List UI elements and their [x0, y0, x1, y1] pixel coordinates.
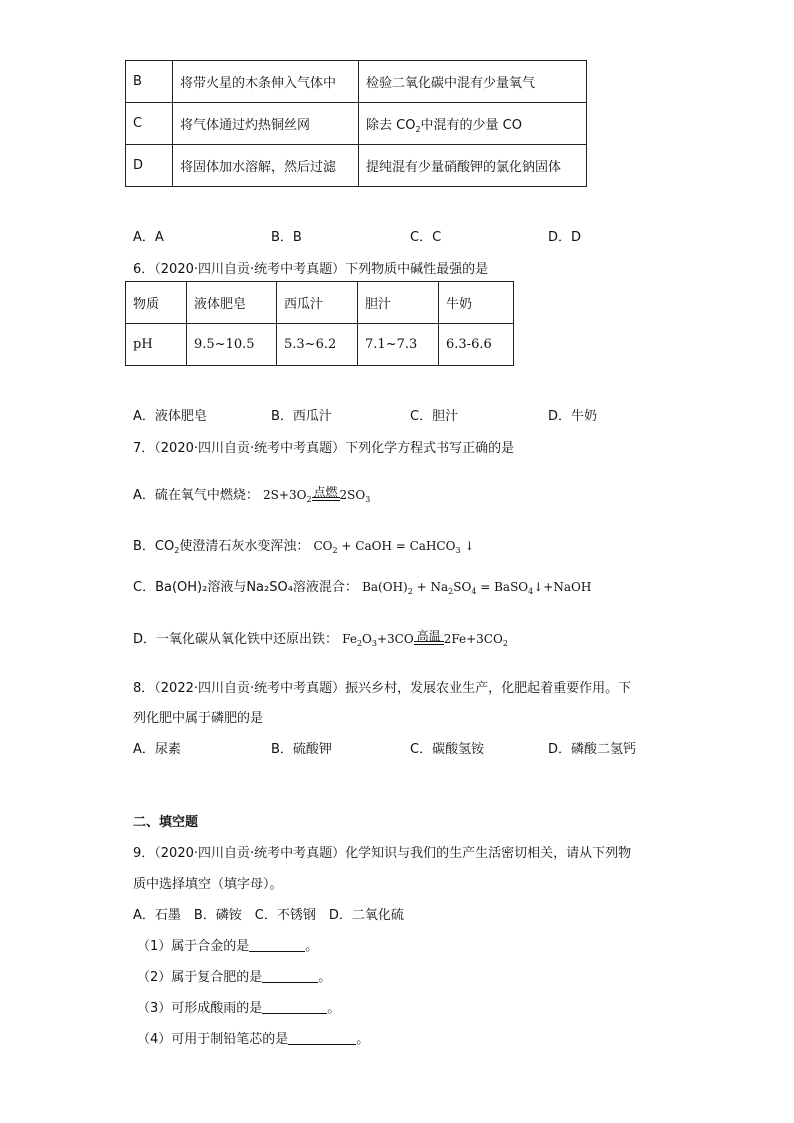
- q9-sub-2: [137, 966, 331, 985]
- option-a[interactable]: A．液体肥皂: [133, 409, 207, 424]
- option-d[interactable]: D．D: [548, 230, 582, 245]
- q9-sub-1: [137, 935, 318, 954]
- equation: $Fe_2O_3+3CO$ 高温 $2Fe+3CO_2$: [342, 629, 508, 648]
- q5-options: [133, 226, 693, 246]
- sub-question-end: 。: [305, 939, 319, 954]
- q9-sub-4: [137, 1028, 369, 1047]
- reaction-condition: 高温: [416, 629, 441, 643]
- ph-table: [125, 281, 514, 366]
- table-cell-purpose: 检验二氧化碳中混有少量氧气: [359, 61, 587, 103]
- equation: $CO_2$ + CaOH = CaHCO$_3$ ↓: [313, 539, 475, 555]
- option-text: D．一氧化碳从氧化铁中还原出铁：: [133, 632, 339, 647]
- table-cell: 6.3-6.6: [439, 324, 514, 366]
- reaction-condition: 点燃: [313, 485, 338, 499]
- q6-stem: 6．（2020·四川自贡·统考中考真题）下列物质中碱性最强的是: [133, 262, 489, 277]
- subscript: 2: [174, 546, 180, 555]
- answer-blank[interactable]: [262, 969, 318, 983]
- answer-blank[interactable]: [288, 1031, 356, 1045]
- option-b[interactable]: B．B: [271, 230, 302, 245]
- q6-options: [133, 405, 693, 425]
- q7-option-d[interactable]: [133, 628, 508, 648]
- table-cell-label: B: [126, 61, 173, 103]
- option-c[interactable]: C．碳酸氢铵: [410, 742, 485, 757]
- option-c[interactable]: C．C: [410, 230, 442, 245]
- sub-question-end: 。: [327, 1001, 341, 1016]
- equation: $Ba(OH)_2 + Na_2SO_4$ = BaSO$_4$↓+NaOH: [362, 580, 592, 596]
- sub-question-text: （2）属于复合肥的是: [137, 970, 263, 985]
- purpose-text: 中混有的少量 CO: [420, 117, 522, 133]
- table-header: 牛奶: [439, 282, 514, 324]
- q7-option-b[interactable]: [133, 535, 474, 555]
- option-text: B．CO: [133, 539, 175, 554]
- option-c[interactable]: C．胆汁: [410, 409, 459, 424]
- option-a[interactable]: A．尿素: [133, 742, 181, 757]
- q7-stem: 7．（2020·四川自贡·统考中考真题）下列化学方程式书写正确的是: [133, 441, 515, 456]
- option-text: C．Ba(OH)₂溶液与Na₂SO₄溶液混合：: [133, 580, 358, 595]
- sub-question-text: （3）可形成酸雨的是: [137, 1001, 263, 1016]
- q7-option-c[interactable]: [133, 576, 591, 596]
- option-d[interactable]: D．牛奶: [548, 409, 598, 424]
- table-cell: pH: [126, 324, 187, 366]
- sub-question-end: 。: [318, 970, 332, 985]
- table-header: 液体肥皂: [187, 282, 277, 324]
- option-text: A．硫在氧气中燃烧：: [133, 488, 259, 503]
- table-cell: 9.5~10.5: [187, 324, 277, 366]
- subscript: 2: [415, 124, 421, 134]
- option-text: 使澄清石灰水变浑浊：: [179, 539, 310, 554]
- sub-question-text: （1）属于合金的是: [137, 939, 250, 954]
- table-cell-purpose: 提纯混有少量硝酸钾的氯化钠固体: [359, 145, 587, 187]
- option-b[interactable]: B．硫酸钾: [271, 742, 332, 757]
- q9-stem-line2: 质中选择填空（填字母）。: [133, 877, 283, 892]
- option-d[interactable]: D．磷酸二氢钙: [548, 742, 637, 757]
- table-cell-operation: 将带火星的木条伸入气体中: [173, 61, 359, 103]
- q8-stem-line2: 列化肥中属于磷肥的是: [133, 711, 264, 726]
- option-b[interactable]: B．西瓜汁: [271, 409, 332, 424]
- table-cell-purpose: [359, 103, 587, 145]
- table-cell-operation: 将气体通过灼热铜丝网: [173, 103, 359, 145]
- experiment-table: [125, 60, 587, 187]
- table-cell-label: C: [126, 103, 173, 145]
- q9-choices: A．石墨 B．磷铵 C．不锈钢 D．二氧化硫: [133, 908, 404, 923]
- option-a[interactable]: A．A: [133, 230, 164, 245]
- answer-blank[interactable]: [249, 938, 305, 952]
- sub-question-text: （4）可用于制铅笔芯的是: [137, 1032, 289, 1047]
- purpose-text: 除去 CO: [366, 117, 416, 133]
- table-cell: 7.1~7.3: [358, 324, 439, 366]
- table-cell-label: D: [126, 145, 173, 187]
- answer-blank[interactable]: [262, 1000, 327, 1014]
- sub-question-end: 。: [356, 1032, 370, 1047]
- q7-option-a[interactable]: [133, 484, 370, 504]
- equation: $2S+3O_2$ 点燃 $2SO_3$: [263, 485, 371, 504]
- table-header: 胆汁: [358, 282, 439, 324]
- q8-options: [133, 738, 693, 758]
- q9-stem-line1: 9．（2020·四川自贡·统考中考真题）化学知识与我们的生产生活密切相关，请从下列物: [133, 846, 632, 861]
- table-header: 物质: [126, 282, 187, 324]
- q8-stem-line1: 8．（2022·四川自贡·统考中考真题）振兴乡村，发展农业生产，化肥起着重要作用。下: [133, 681, 632, 696]
- table-cell: 5.3~6.2: [277, 324, 358, 366]
- q9-sub-3: [137, 997, 340, 1016]
- table-cell-operation: 将固体加水溶解，然后过滤: [173, 145, 359, 187]
- section-title: 二、填空题: [133, 815, 199, 830]
- table-header: 西瓜汁: [277, 282, 358, 324]
